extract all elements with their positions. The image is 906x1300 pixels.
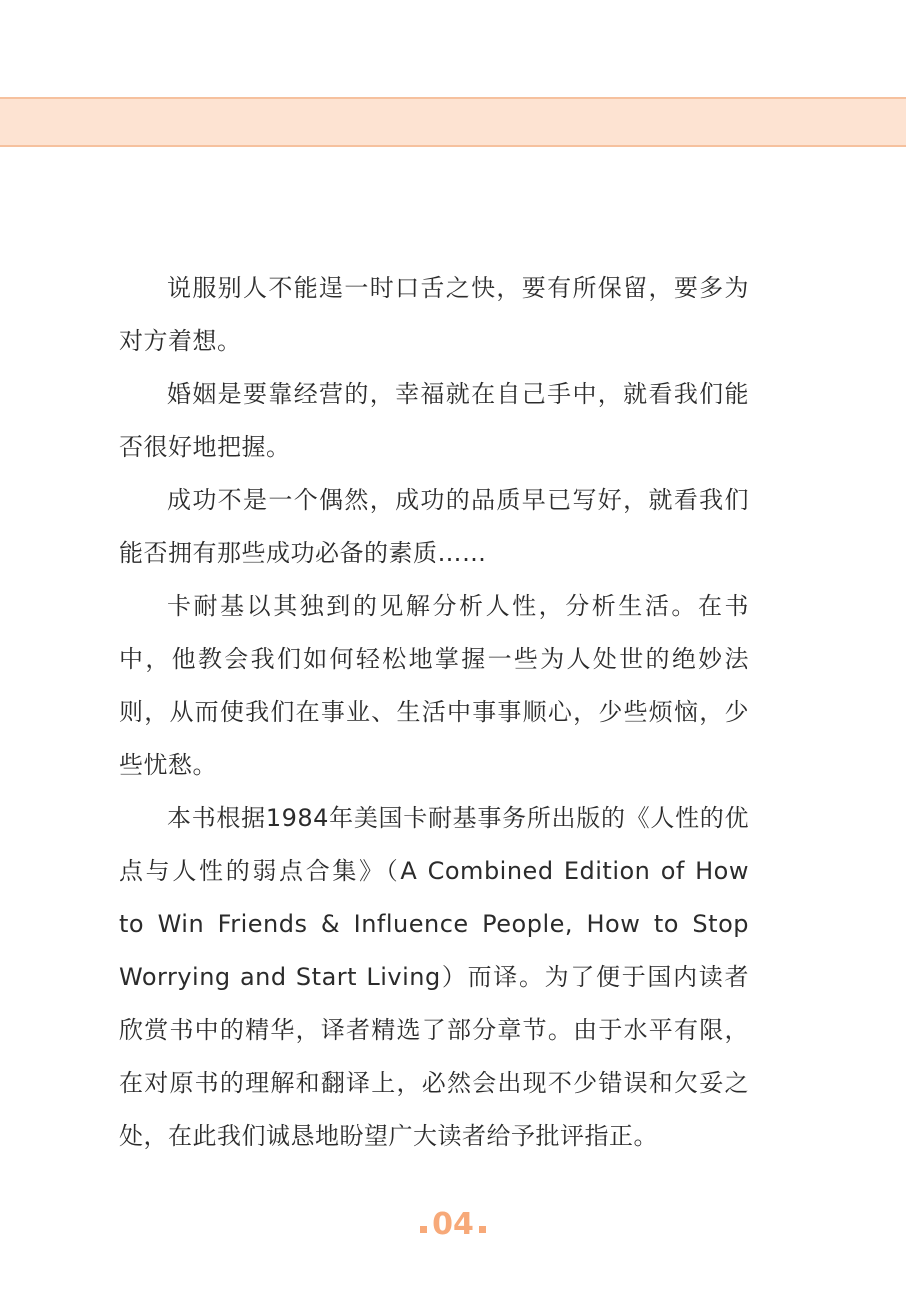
page-number (0, 1205, 906, 1245)
header-band (0, 97, 906, 147)
paragraph: 婚姻是要靠经营的，幸福就在自己手中，就看我们能否很好地把握。 (119, 380, 749, 461)
paragraph: 成功不是一个偶然，成功的品质早已写好，就看我们能否拥有那些成功必备的素质…… (119, 486, 749, 567)
page-number-dot-left (420, 1226, 427, 1233)
paragraph: 本书根据1984年美国卡耐基事务所出版的《人性的优点与人性的弱点合集》（A Combined Edition of How to Win Friends & Influence People, How to Stop Worrying and Start Living）而译。为了便于国内读者欣赏书中的精华，译者精选了部分章节。由于水平有限，在对原书的理解和翻译上，必然会出现不少错误和欠妥之处，在此我们诚恳地盼望广大读者给予批评指正。 (119, 804, 749, 1150)
page-number-text: 04 (432, 1207, 474, 1242)
page-body (119, 262, 749, 1163)
paragraph: 说服别人不能逞一时口舌之快，要有所保留，要多为对方着想。 (119, 274, 749, 355)
paragraph: 卡耐基以其独到的见解分析人性，分析生活。在书中，他教会我们如何轻松地掌握一些为人处世的绝妙法则，从而使我们在事业、生活中事事顺心，少些烦恼，少些忧愁。 (119, 592, 749, 779)
page-number-dot-right (479, 1226, 486, 1233)
